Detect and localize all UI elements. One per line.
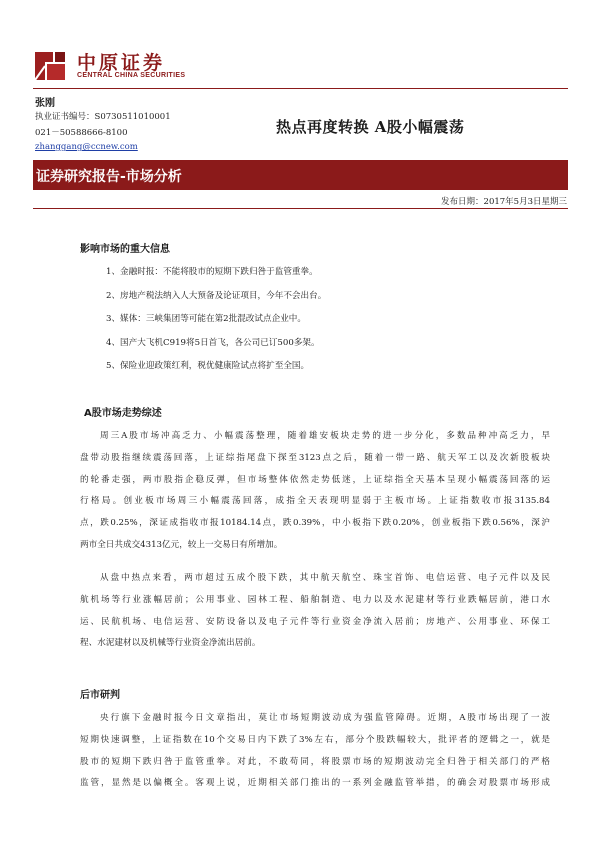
text-line: 的轮番走强，两市股指企稳反弹，但市场整体依然走势低迷，上证综指全天基本呈现小幅震荡回落的运 (80, 474, 550, 485)
author-phone: 021－50588666-8100 (35, 128, 128, 138)
text-line: 监管，显然是以偏概全。客观上说，近期相关部门推出的一系列金融监管举措，的确会对股票市场形成 (80, 778, 550, 789)
text-line: 程、水泥建材以及机械等行业资金净流出居前。 (80, 638, 261, 649)
text-line: 两市全日共成交4313亿元，较上一交易日有所增加。 (80, 539, 283, 550)
logo-chinese-text: 中原证券 (77, 52, 166, 74)
logo-english-text: CENTRAL CHINA SECURITIES (77, 72, 186, 79)
author-license: 执业证书编号：S0730511010001 (35, 112, 171, 122)
author-name: 张刚 (35, 98, 55, 109)
report-title: 热点再度转换 A股小幅震荡 (276, 118, 465, 136)
author-email-link[interactable]: zhanggang@ccnew.com (35, 142, 138, 152)
section-heading-outlook: 后市研判 (80, 690, 120, 701)
section-heading-market-review: A股市场走势综述 (84, 408, 162, 419)
news-item: 2、房地产税法纳入人大预备及论证项目，今年不会出台。 (106, 291, 327, 301)
header-divider (33, 88, 568, 89)
text-line: 短期快速调整，上证指数在10个交易日内下跌了3%左右，部分个股跌幅较大，批评者的逻辑之一，就是 (80, 734, 550, 745)
news-item: 3、媒体：三峡集团等可能在第2批混改试点企业中。 (106, 314, 306, 324)
date-divider (33, 208, 568, 209)
outlook-paragraph (80, 708, 550, 795)
logo-emblem-icon (33, 48, 67, 82)
text-line: 点，跌0.25%，深证成指收市报10184.14点，跌0.39%，中小板指下跌0.20%，创业板指下跌0.56%，深沪 (80, 518, 550, 529)
text-line: 行格局。创业板市场周三小幅震荡回落，成指全天表现明显弱于主板市场。上证指数收市报3135.84 (80, 496, 550, 507)
market-review-paragraph-2 (80, 568, 550, 655)
publish-date: 发布日期：2017年5月3日星期三 (441, 197, 567, 207)
banner-label: 证券研究报告-市场分析 (36, 169, 182, 185)
news-item: 1、金融时报：不能将股市的短期下跌归咎于监管重拳。 (106, 267, 318, 277)
text-line: 股市的短期下跌归咎于监管重拳。对此，不敢苟同，将股票市场的短期波动完全归咎于相关部门的严格 (80, 756, 550, 767)
text-line: 央行旗下金融时报今日文章指出，莫让市场短期波动成为强监管障碍。近期，A股市场出现了一波 (100, 713, 550, 723)
text-line: 盘带动股指继续震荡回落，上证综指尾盘下探至3123点之后，随着一带一路、航天军工以及次新股板块 (80, 452, 550, 463)
news-item: 4、国产大飞机C919将5日首飞，各公司已订500多架。 (106, 338, 320, 348)
section-heading-major-news: 影响市场的重大信息 (80, 244, 170, 255)
text-line: 周三A股市场冲高乏力、小幅震荡整理，随着雄安板块走势的进一步分化，多数品种冲高乏力，早 (100, 431, 550, 441)
text-line: 从盘中热点来看，两市超过五成个股下跌，其中航天航空、珠宝首饰、电信运营、电子元件以及民 (100, 573, 550, 583)
market-review-paragraph-1 (80, 426, 550, 557)
report-type-banner (33, 160, 568, 190)
text-line: 运、民航机场、电信运营、安防设备以及电子元件等行业资金净流入居前；房地产、公用事业、环保工 (80, 616, 550, 627)
news-item: 5、保险业迎政策红利，税优健康险试点将扩至全国。 (106, 361, 310, 371)
text-line: 航机场等行业涨幅居前；公用事业、园林工程、船舶制造、电力以及水泥建材等行业跌幅居前，港口水 (80, 594, 550, 605)
company-logo (33, 48, 193, 82)
